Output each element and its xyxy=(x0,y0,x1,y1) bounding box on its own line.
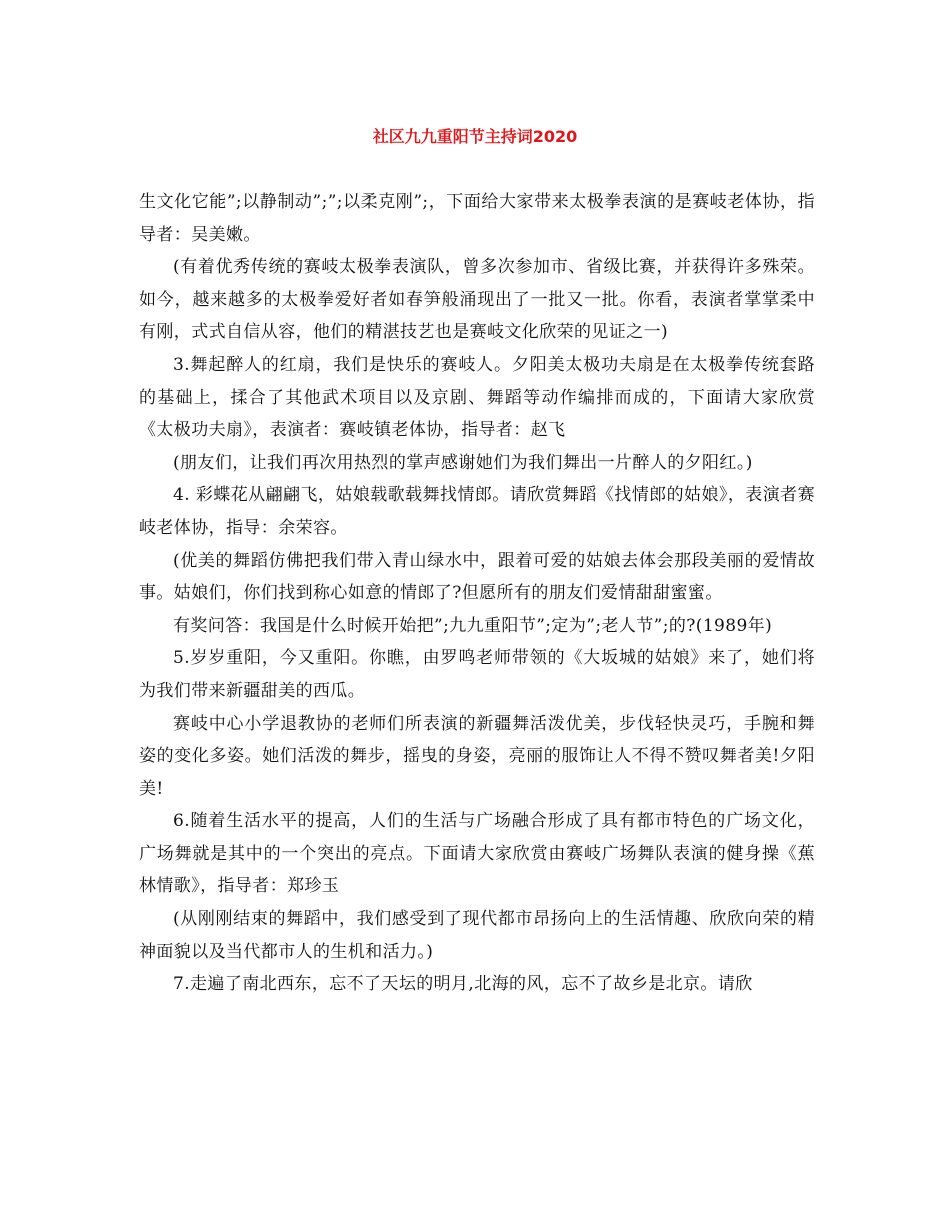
document-body xyxy=(139,186,815,1001)
paragraph: 有奖问答：我国是什么时候开始把”;九九重阳节”;定为”;老人节”;的?(1989年) xyxy=(173,615,773,636)
paragraph: 赛岐中心小学退教协的老师们所表演的新疆舞活泼优美，步伐轻快灵巧，手腕和舞姿的变化多姿。她们活泼的舞步，摇曳的身姿，亮丽的服饰让人不得不赞叹舞者美!夕阳美! xyxy=(139,713,815,799)
paragraph: 7.走遍了南北西东，忘不了天坛的明月,北海的风，忘不了故乡是北京。请欣 xyxy=(173,974,753,995)
paragraph: (有着优秀传统的赛岐太极拳表演队，曾多次参加市、省级比赛，并获得许多殊荣。如今，越来越多的太极拳爱好者如春笋般涌现出了一批又一批。你看，表演者掌掌柔中有刚，式式自信从容，他们的精湛技艺也是赛岐文化欣荣的见证之一) xyxy=(139,257,815,343)
page-title: 社区九九重阳节主持词2020 xyxy=(372,127,578,146)
paragraph: 生文化它能”;以静制动”;”;以柔克刚”;，下面给大家带来太极拳表演的是赛岐老体协，指导者：吴美嫩。 xyxy=(139,192,815,245)
paragraph: (朋友们，让我们再次用热烈的掌声感谢她们为我们舞出一片醉人的夕阳红。) xyxy=(173,452,753,473)
paragraph: 6.随着生活水平的提高，人们的生活与广场融合形成了具有都市特色的广场文化，广场舞就是其中的一个突出的亮点。下面请大家欣赏由赛岐广场舞队表演的健身操《蕉林情歌》，指导者：郑珍玉 xyxy=(139,811,815,897)
paragraph: (从刚刚结束的舞蹈中，我们感受到了现代都市昂扬向上的生活情趣、欣欣向荣的精神面貌以及当代都市人的生机和活力。) xyxy=(139,909,815,962)
paragraph: 5.岁岁重阳，今又重阳。你瞧，由罗鸣老师带领的《大坂城的姑娘》来了，她们将为我们带来新疆甜美的西瓜。 xyxy=(139,648,815,701)
paragraph: (优美的舞蹈仿佛把我们带入青山绿水中，跟着可爱的姑娘去体会那段美丽的爱情故事。姑娘们，你们找到称心如意的情郎了?但愿所有的朋友们爱情甜甜蜜蜜。 xyxy=(139,550,815,604)
paragraph: 3.舞起醉人的红扇，我们是快乐的赛岐人。夕阳美太极功夫扇是在太极拳传统套路的基础上，揉合了其他武术项目以及京剧、舞蹈等动作编排而成的，下面请大家欣赏《太极功夫扇》，表演者：赛岐镇老体协，指导者：赵飞 xyxy=(139,354,815,441)
paragraph: 4. 彩蝶花从翩翩飞，姑娘载歌载舞找情郎。请欣赏舞蹈《找情郎的姑娘》，表演者赛岐老体协，指导：余荣容。 xyxy=(139,485,815,538)
